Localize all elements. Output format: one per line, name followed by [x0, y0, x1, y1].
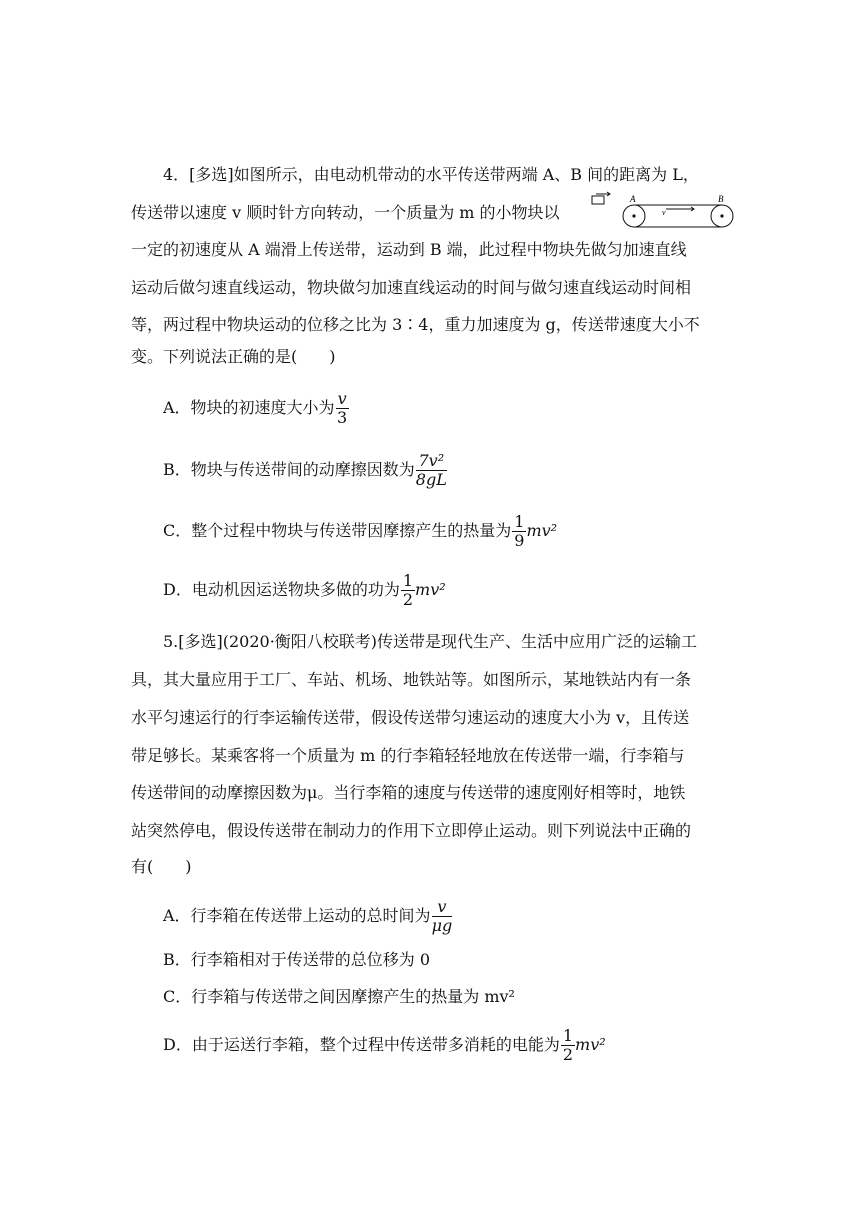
label-b: B — [718, 194, 724, 204]
q5-option-b: B．行李箱相对于传送带的总位移为 0 — [163, 950, 431, 969]
conveyor-belt-diagram — [590, 190, 740, 232]
q5-line-6: 站突然停电，假设传送带在制动力的作用下立即停止运动。则下列说法中正确的 — [131, 821, 692, 840]
q4-line-1: 4．[多选]如图所示，由电动机带动的水平传送带两端 A、B 间的距离为 L， — [163, 165, 699, 184]
label-v: v — [662, 208, 666, 217]
q5-option-d: D．由于运送行李箱，整个过程中传送带多消耗的电能为 $\frac{1}{2}$ mv² — [163, 1026, 606, 1064]
q4-line-4: 运动后做匀速直线运动，物块做匀加速直线运动的时间与做匀速直线运动时间相 — [131, 278, 692, 297]
fraction: $\frac{v}{\mu g}$ — [431, 897, 453, 935]
q5-line-2: 具，其大量应用于工厂、车站、机场、地铁站等。如图所示，某地铁站内有一条 — [131, 670, 692, 689]
q4-option-b: B．物块与传送带间的动摩擦因数为 $\frac{\text{7v²}}{8gL}$ — [163, 451, 447, 489]
q4-option-a: A．物块的初速度大小为 $\frac{v}{3}$ — [163, 389, 348, 427]
q5-line-5: 传送带间的动摩擦因数为μ。当行李箱的速度与传送带的速度刚好相等时，地铁 — [131, 783, 686, 802]
q4-line-6: 变。下列说法正确的是( ) — [131, 347, 336, 366]
q4-option-d: D．电动机因运送物块多做的功为 $\frac{1}{2}$ mv² — [163, 571, 446, 609]
q4-line-5: 等，两过程中物块运动的位移之比为 3∶4，重力加速度为 g，传送带速度大小不 — [131, 315, 700, 334]
q4-line-2: 传送带以速度 v 顺时针方向转动，一个质量为 m 的小物块以 — [131, 203, 560, 222]
fraction: $\frac{v}{3}$ — [336, 389, 348, 427]
fraction: $\frac{1}{2}$ — [402, 571, 414, 609]
fraction: $\frac{\text{7v²}}{8gL}$ — [415, 451, 447, 489]
q5-line-7: 有( ) — [131, 857, 192, 876]
q5-option-a: A．行李箱在传送带上运动的总时间为 $\frac{v}{\mu g}$ — [163, 897, 453, 935]
q4-option-c: C．整个过程中物块与传送带因摩擦产生的热量为 $\frac{1}{9}$ mv² — [163, 512, 558, 550]
fraction: $\frac{1}{9}$ — [514, 512, 525, 550]
label-a: A — [630, 194, 636, 204]
block-shape — [592, 196, 604, 204]
q4-line-3: 一定的初速度从 A 端滑上传送带，运动到 B 端，此过程中物块先做匀加速直线 — [131, 240, 687, 259]
q5-line-1: 5.[多选](2020·衡阳八校联考)传送带是现代生产、生活中应用广泛的运输工 — [163, 632, 698, 651]
fraction: $\frac{1}{2}$ — [562, 1026, 574, 1064]
q5-option-c: C．行李箱与传送带之间因摩擦产生的热量为 mv² — [163, 987, 515, 1006]
q5-line-3: 水平匀速运行的行李运输传送带，假设传送带匀速运动的速度大小为 v，且传送 — [131, 708, 690, 727]
q5-line-4: 带足够长。某乘客将一个质量为 m 的行李箱轻轻地放在传送带一端，行李箱与 — [131, 746, 685, 765]
